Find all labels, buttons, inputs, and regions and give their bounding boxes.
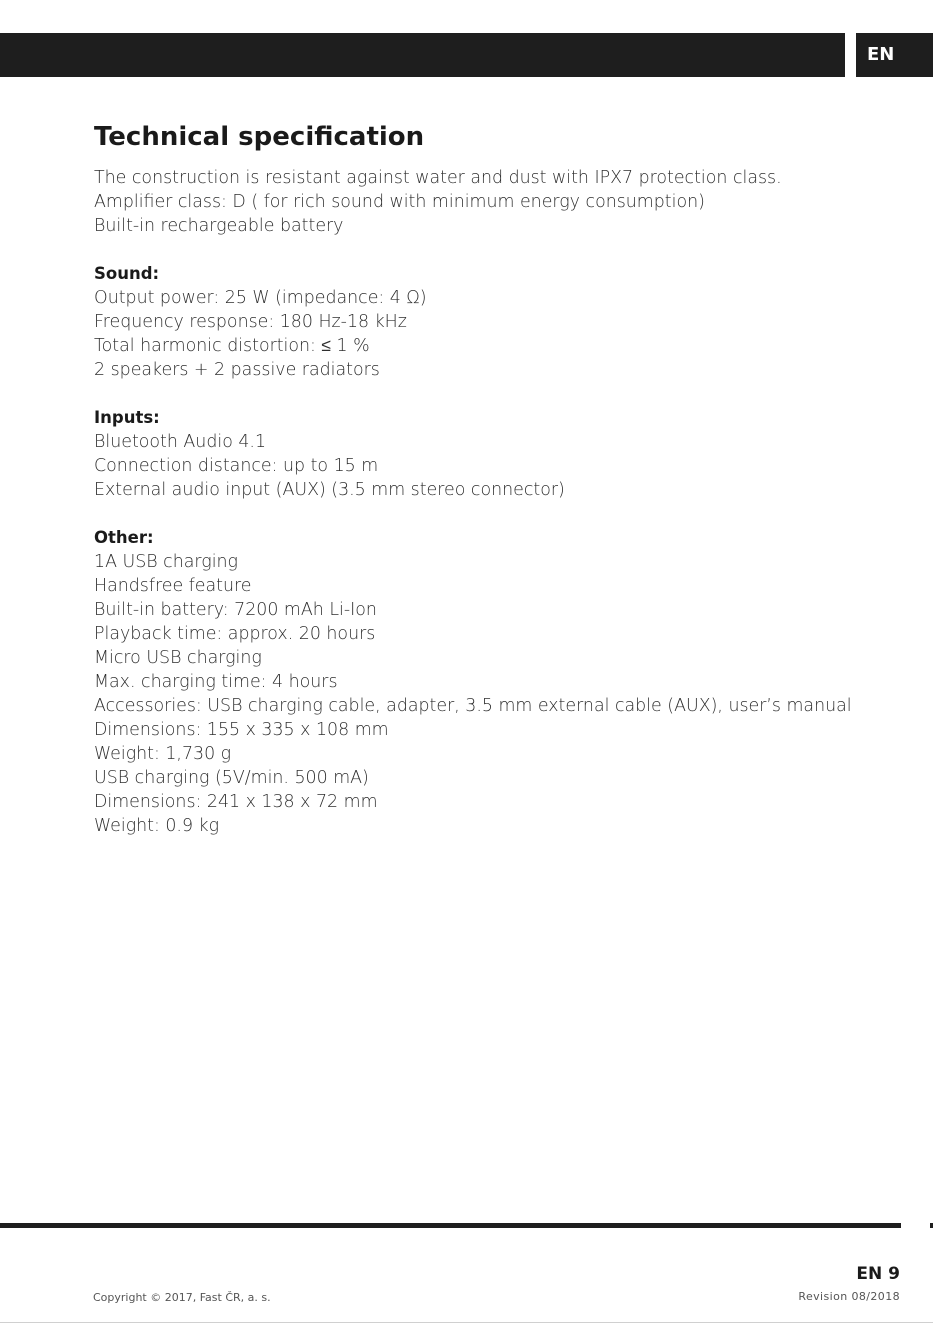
spec-line: Weight: 0.9 kg	[94, 816, 220, 836]
intro-line: Amplifier class: D ( for rich sound with minimum energy consumption)	[94, 192, 705, 212]
intro-block	[94, 166, 894, 238]
spec-line: Output power: 25 W (impedance: 4 Ω)	[94, 288, 427, 308]
spec-line: Accessories: USB charging cable, adapter, 3.5 mm external cable (AUX), user’s manual	[94, 696, 852, 716]
spec-content	[94, 120, 894, 838]
spec-line: Bluetooth Audio 4.1	[94, 432, 267, 452]
spec-line: Dimensions: 155 x 335 x 108 mm	[94, 720, 389, 740]
spec-line: USB charging (5V/min. 500 mA)	[94, 768, 369, 788]
spec-line: Dimensions: 241 x 138 x 72 mm	[94, 792, 378, 812]
section-heading: Sound:	[94, 264, 160, 283]
section-sound	[94, 262, 894, 382]
header-bar	[0, 33, 845, 77]
section-heading: Inputs:	[94, 408, 160, 427]
intro-line: Built-in rechargeable battery	[94, 216, 344, 236]
spec-line: Weight: 1,730 g	[94, 744, 232, 764]
spec-line: 1A USB charging	[94, 552, 238, 572]
spec-line: Total harmonic distortion: ≤ 1 %	[94, 336, 370, 356]
spec-line: 2 speakers + 2 passive radiators	[94, 360, 380, 380]
spec-line: External audio input (AUX) (3.5 mm stereo connector)	[94, 480, 565, 500]
spec-line: Built-in battery: 7200 mAh Li-Ion	[94, 600, 377, 620]
footer-divider	[0, 1223, 901, 1228]
spec-line: Max. charging time: 4 hours	[94, 672, 338, 692]
page-number: EN 9	[856, 1264, 900, 1284]
section-inputs	[94, 406, 894, 502]
page-title: Technical specification	[94, 122, 425, 152]
copyright-notice: Copyright © 2017, Fast ČR, a. s.	[93, 1291, 271, 1304]
spec-line: Micro USB charging	[94, 648, 262, 668]
section-heading: Other:	[94, 528, 154, 547]
spec-line: Connection distance: up to 15 m	[94, 456, 379, 476]
intro-line: The construction is resistant against water and dust with IPX7 protection class.	[94, 168, 782, 188]
section-other	[94, 526, 894, 838]
spec-line: Frequency response: 180 Hz-18 kHz	[94, 312, 407, 332]
revision-label: Revision 08/2018	[798, 1290, 900, 1303]
language-tab: EN	[856, 33, 933, 77]
spec-line: Handsfree feature	[94, 576, 252, 596]
page-bottom-border	[0, 1322, 933, 1323]
spec-line: Playback time: approx. 20 hours	[94, 624, 376, 644]
